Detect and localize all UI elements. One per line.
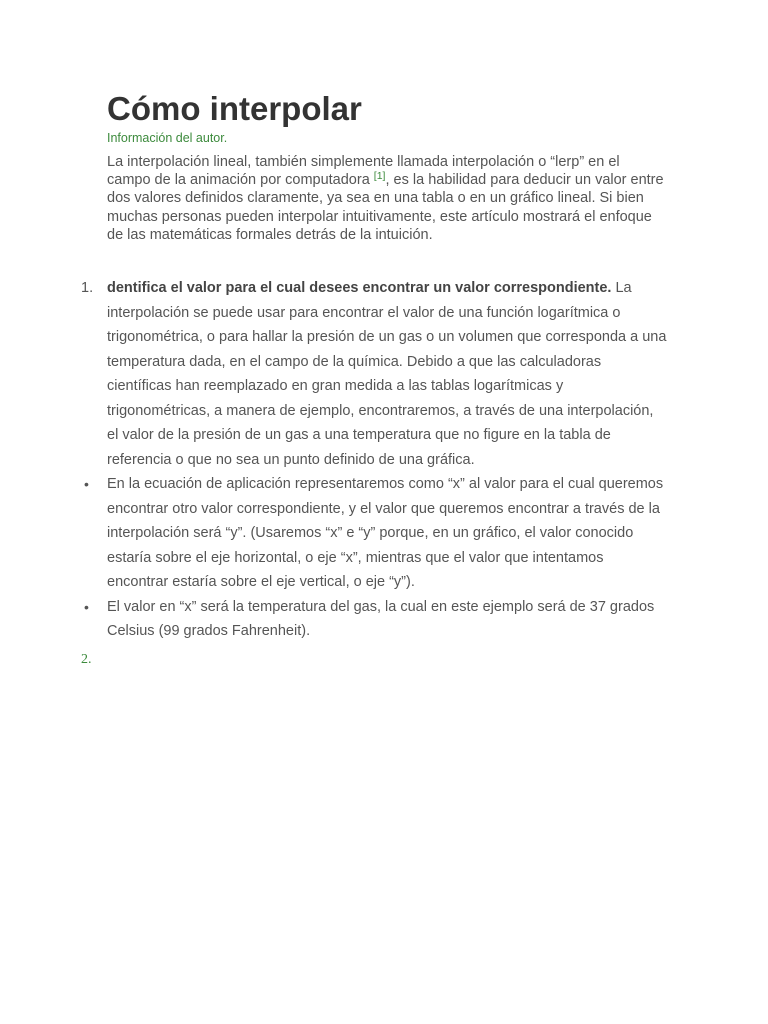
step-number: 1. <box>81 280 94 296</box>
list-item <box>0 472 768 595</box>
reference-link[interactable]: [1] <box>373 170 386 183</box>
author-info-link[interactable]: Información del autor. <box>107 131 228 145</box>
intro-text-before-ref: La interpolación lineal, también simplemente llamada interpolación o “lerp” en el campo de la animación por computadora <box>107 154 620 189</box>
step-number: 2. <box>81 651 92 667</box>
step-text: La interpolación se puede usar para encontrar el valor de una función logarítmica o trigonométrica, o para hallar la presión de un gas o un volumen que corresponda a una temperatura dada, en el campo de la química. Debido a que las calculadoras científicas han reemplazado en gran medida a las tablas logarítmicas y trigonométricas, a manera de ejemplo, encontraremos, a través de una interpolación, el valor de la presión de un gas a una temperatura que no figure en la tabla de referencia o que no sea un punto definido de una gráfica. <box>107 280 667 468</box>
page-title: Cómo interpolar <box>107 90 362 127</box>
bullet-icon: • <box>84 476 89 492</box>
steps-list <box>0 276 768 668</box>
bullet-text: El valor en “x” será la temperatura del gas, la cual en este ejemplo será de 37 grados Celsius (99 grados Fahrenheit). <box>107 598 655 639</box>
intro-paragraph <box>107 153 667 244</box>
bullet-icon: • <box>84 598 89 615</box>
step-item-2 <box>0 644 768 668</box>
intro-text-after-ref: , es la habilidad para deducir un valor entre dos valores definidos claramente, ya sea en una tabla o en un gráfico lineal. Si bien muchas personas pueden interpolar intuitivamente, este artículo mostrará el enfoque de las matemáticas formales detrás de la intuición. <box>107 172 664 243</box>
bullet-text: En la ecuación de aplicación representaremos como “x” al valor para el cual queremos encontrar otro valor correspondiente, y el valor que queremos encontrar a través de la interpolación será “y”. (Usaremos “x” e “y” porque, en un gráfico, el valor conocido estaría sobre el eje horizontal, o eje “x”, mientras que el valor que intentamos encontrar estaría sobre el eje vertical, o eje “y”). <box>107 476 664 590</box>
list-item <box>0 595 768 644</box>
step-item-1 <box>0 276 768 472</box>
step-heading: dentifica el valor para el cual desees encontrar un valor correspondiente. <box>107 280 612 296</box>
